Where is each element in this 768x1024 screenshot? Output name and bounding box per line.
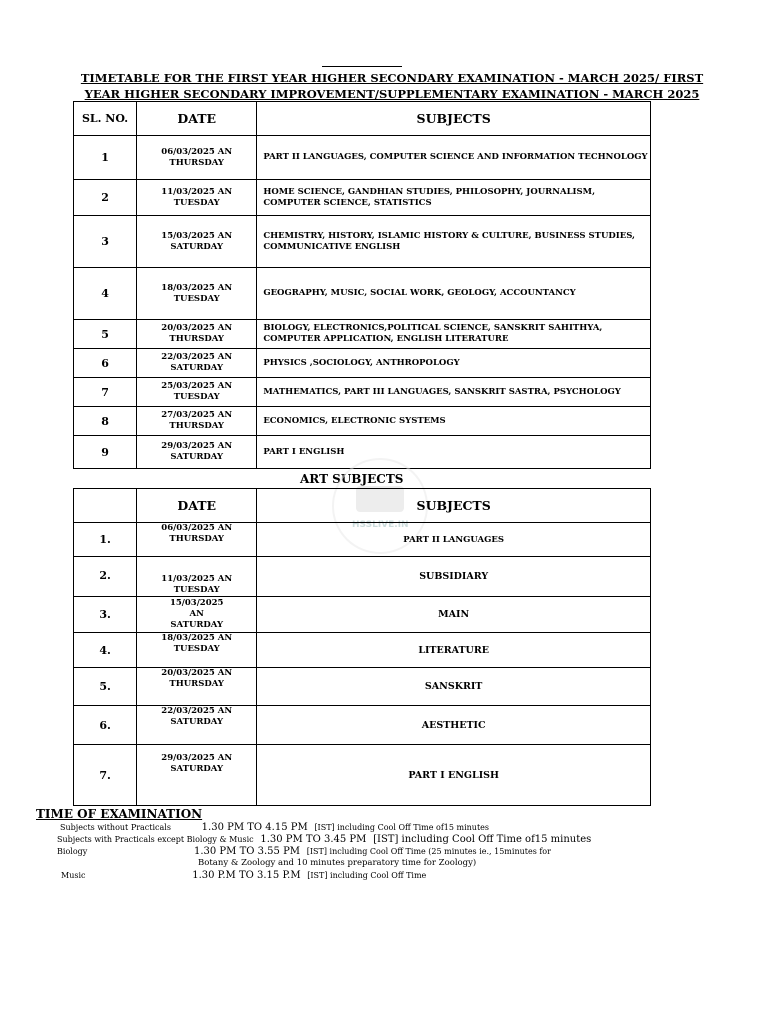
row-subjects: BIOLOGY, ELECTRONICS,POLITICAL SCIENCE, SANSKRIT SAHITHYA, COMPUTER APPLICATION, ENGLISH LITERATURE <box>257 320 651 349</box>
row-subjects: SUBSIDIARY <box>257 557 651 597</box>
row-date: 18/03/2025 AN TUESDAY <box>137 633 257 668</box>
table-row <box>74 745 651 806</box>
header-date: DATE <box>137 102 257 136</box>
row-subjects: PART II LANGUAGES, COMPUTER SCIENCE AND INFORMATION TECHNOLOGY <box>257 136 651 180</box>
row-date: 11/03/2025 AN TUESDAY <box>137 180 257 216</box>
time-line-3-time: 1.30 PM TO 3.55 PM <box>193 846 301 857</box>
title-line-1: TIMETABLE FOR THE FIRST YEAR HIGHER SECONDARY EXAMINATION - MARCH 2025/ FIRST <box>80 71 704 85</box>
main-timetable <box>73 101 651 469</box>
time-line-3-note: [IST] including Cool Off Time (25 minutes ie., 15minutes for <box>306 847 551 856</box>
row-date: 20/03/2025 AN THURSDAY <box>137 320 257 349</box>
title-line-2: YEAR HIGHER SECONDARY IMPROVEMENT/SUPPLEMENTARY EXAMINATION - MARCH 2025 <box>84 87 700 101</box>
header-empty <box>74 489 137 523</box>
table-row <box>74 633 651 668</box>
row-date: 11/03/2025 AN TUESDAY <box>137 557 257 597</box>
row-subjects: MATHEMATICS, PART III LANGUAGES, SANSKRIT SASTRA, PSYCHOLOGY <box>257 378 651 407</box>
row-date: 15/03/2025 AN SATURDAY <box>137 597 257 633</box>
row-subjects: PHYSICS ,SOCIOLOGY, ANTHROPOLOGY <box>257 349 651 378</box>
header-sl-no: SL. NO. <box>74 102 137 136</box>
time-line-4-note: [IST] including Cool Off Time <box>307 871 427 880</box>
row-date: 20/03/2025 AN THURSDAY <box>137 668 257 706</box>
table-row <box>74 320 651 349</box>
watermark-text: HSSLIVE.IN <box>352 520 409 530</box>
time-line-1 <box>60 822 489 833</box>
table-row <box>74 349 651 378</box>
time-line-1-time: 1.30 PM TO 4.15 PM <box>201 822 308 833</box>
time-line-2 <box>57 834 591 845</box>
time-line-1-label: Subjects without Practicals <box>60 823 171 832</box>
row-subjects: PART I ENGLISH <box>257 745 651 806</box>
row-date: 18/03/2025 AN TUESDAY <box>137 268 257 320</box>
row-sl: 1. <box>74 523 137 557</box>
row-sl: 6 <box>74 349 137 378</box>
time-line-3-label: Biology <box>57 847 88 856</box>
row-subjects: SANSKRIT <box>257 668 651 706</box>
time-line-4-label: Music <box>61 871 86 880</box>
row-date: 27/03/2025 AN THURSDAY <box>137 407 257 436</box>
title-top-rule <box>322 66 402 67</box>
row-date: 29/03/2025 AN SATURDAY <box>137 436 257 469</box>
row-sl: 3. <box>74 597 137 633</box>
row-date: 22/03/2025 AN SATURDAY <box>137 349 257 378</box>
time-line-3-note-continued: Botany & Zoology and 10 minutes preparatory time for Zoology) <box>198 858 477 868</box>
time-line-3 <box>57 846 551 857</box>
row-sl: 8 <box>74 407 137 436</box>
page-title <box>70 70 714 102</box>
table-row <box>74 668 651 706</box>
row-date: 06/03/2025 AN THURSDAY <box>137 136 257 180</box>
row-sl: 6. <box>74 706 137 745</box>
row-sl: 7. <box>74 745 137 806</box>
row-sl: 7 <box>74 378 137 407</box>
time-line-1-note: [IST] including Cool Off Time of15 minutes <box>314 823 489 832</box>
time-line-4 <box>61 870 426 881</box>
table-row <box>74 136 651 180</box>
row-sl: 5 <box>74 320 137 349</box>
table-header-row <box>74 102 651 136</box>
row-subjects: AESTHETIC <box>257 706 651 745</box>
header-subjects: SUBJECTS <box>257 102 651 136</box>
row-sl: 4 <box>74 268 137 320</box>
row-subjects: LITERATURE <box>257 633 651 668</box>
art-subjects-table <box>73 488 651 806</box>
table-row <box>74 523 651 557</box>
header-date: DATE <box>137 489 257 523</box>
table-row <box>74 407 651 436</box>
table-row <box>74 180 651 216</box>
row-sl: 5. <box>74 668 137 706</box>
table-row <box>74 268 651 320</box>
art-subjects-heading: ART SUBJECTS <box>300 472 404 486</box>
table-row <box>74 597 651 633</box>
row-subjects: MAIN <box>257 597 651 633</box>
table-row <box>74 378 651 407</box>
row-sl: 3 <box>74 216 137 268</box>
header-subjects: SUBJECTS <box>257 489 651 523</box>
row-subjects: HOME SCIENCE, GANDHIAN STUDIES, PHILOSOPHY, JOURNALISM, COMPUTER SCIENCE, STATISTICS <box>257 180 651 216</box>
row-date: 15/03/2025 AN SATURDAY <box>137 216 257 268</box>
table-header-row <box>74 489 651 523</box>
row-sl: 2 <box>74 180 137 216</box>
row-sl: 1 <box>74 136 137 180</box>
time-line-4-time: 1.30 P.M TO 3.15 P.M <box>192 870 301 881</box>
row-subjects: CHEMISTRY, HISTORY, ISLAMIC HISTORY & CULTURE, BUSINESS STUDIES, COMMUNICATIVE ENGLISH <box>257 216 651 268</box>
row-subjects: GEOGRAPHY, MUSIC, SOCIAL WORK, GEOLOGY, ACCOUNTANCY <box>257 268 651 320</box>
time-line-2-label: Subjects with Practicals except Biology & Music <box>57 835 254 844</box>
row-sl: 4. <box>74 633 137 668</box>
table-row <box>74 216 651 268</box>
time-line-2-time: 1.30 PM TO 3.45 PM <box>260 834 367 845</box>
time-of-examination-heading: TIME OF EXAMINATION <box>36 807 203 821</box>
row-date: 25/03/2025 AN TUESDAY <box>137 378 257 407</box>
row-sl: 2. <box>74 557 137 597</box>
row-subjects: PART II LANGUAGES <box>257 523 651 557</box>
table-row <box>74 706 651 745</box>
row-date: 06/03/2025 AN THURSDAY <box>137 523 257 557</box>
table-row <box>74 557 651 597</box>
row-subjects: ECONOMICS, ELECTRONIC SYSTEMS <box>257 407 651 436</box>
row-subjects: PART I ENGLISH <box>257 436 651 469</box>
row-date: 22/03/2025 AN SATURDAY <box>137 706 257 745</box>
row-date: 29/03/2025 AN SATURDAY <box>137 745 257 806</box>
row-sl: 9 <box>74 436 137 469</box>
time-line-2-note: [IST] including Cool Off Time of15 minutes <box>373 834 592 845</box>
